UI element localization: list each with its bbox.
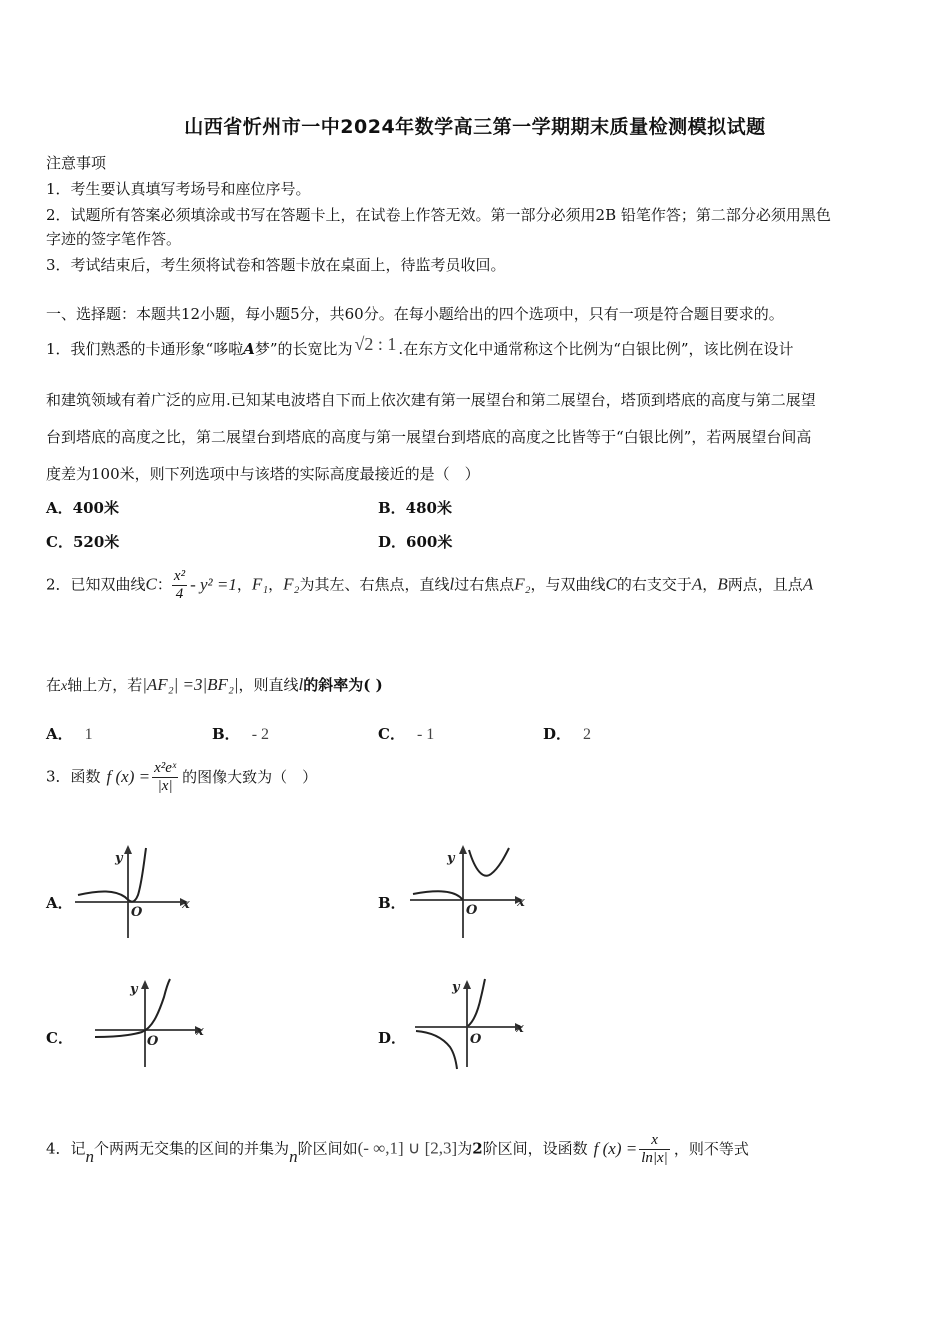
page-title: 山西省忻州市一中2024年数学高三第一学期期末质量检测模拟试题 [184,116,766,138]
q2-text: ，与双曲线 [530,575,606,594]
q2-text: 过右焦点 [454,575,515,594]
notice-item: 字迹的签字笔作答。 [46,230,182,248]
axis-x-label: x [517,895,525,910]
q2-math: F₂ [283,574,300,594]
q2-text: 两点，且点 [727,575,803,594]
q2-math: - y² =1 [190,574,237,594]
notice-item: 1．考生要认真填写考场号和座位序号。 [46,180,311,198]
graph-c [90,975,220,1075]
graph-a [70,840,200,945]
q3-math: f (x) = [106,766,151,786]
q1-option-c[interactable]: C．520米 [46,533,120,551]
q4-fraction-den: ln|x| [641,1150,668,1166]
q2-option-b[interactable] [212,723,269,744]
q1-letter: A [243,340,255,358]
notice-item: 3．考试结束后，考生须将试卷和答题卡放在桌面上，待监考员收回。 [46,256,506,274]
q2-fraction-den: 4 [175,586,184,602]
notice-heading: 注意事项 [46,154,107,172]
curve-right [469,848,509,876]
q2-math: x [61,679,68,694]
y-axis-arrow [459,845,467,854]
q2-math: B [717,574,728,594]
q4-math: n [85,1146,95,1166]
option-label: C． [378,725,405,743]
q2-option-c[interactable] [378,723,434,744]
q2-text: 的斜率为( ) [303,676,383,694]
q3-option-a[interactable]: A． [46,894,73,912]
q4-text: 阶区间，设函数 [482,1139,588,1158]
question-1-line: 和建筑领域有着广泛的应用.已知某电波塔自下而上依次建有第一展望台和第二展望台，塔顶到塔底的高度与第二展望 [46,391,816,409]
q1-option-a[interactable]: A．400米 [46,499,119,517]
axis-x-label: x [196,1024,204,1039]
q2-option-a[interactable] [46,723,93,744]
q3-text: 3．函数 [46,767,101,786]
graph-b [405,840,535,945]
q2-math: A [691,574,703,594]
curve-right [468,979,485,1026]
q4-fraction-num: x [639,1132,670,1150]
q3-option-b[interactable]: B． [378,894,406,912]
q1-option-b[interactable]: B．480米 [378,499,452,517]
axis-x-label: x [516,1021,524,1036]
origin-label: O [466,903,478,918]
q2-text: ： [156,575,172,594]
graph-d [410,975,540,1075]
origin-label: O [470,1032,482,1047]
q2-text: 轴上方，若 [67,676,143,694]
q2-text: 为其左、右焦点，直线 [299,575,450,594]
q1-text: 1．我们熟悉的卡通形象“哆啦 [46,340,244,358]
question-2-line [46,568,813,603]
q2-math: l [298,675,304,694]
q2-condition: |AF₂| =3|BF₂| [142,675,239,694]
axis-y-label: y [447,851,455,866]
q2-text: ， [702,575,718,594]
q3-fraction-den: |x| [157,778,173,794]
y-axis-arrow [141,980,149,989]
q2-option-d[interactable] [543,723,591,744]
origin-label: O [131,905,143,920]
question-1-line [46,334,794,359]
q2-text: ， [268,575,284,594]
q4-text: 4．记 [46,1139,86,1158]
q3-option-c[interactable]: C． [46,1029,73,1047]
q2-text: ， [236,575,252,594]
q3-text: 的图像大致为（ ） [182,767,318,786]
axis-y-label: y [452,980,460,995]
q3-fraction [152,760,178,795]
question-1-line: 台到塔底的高度之比，第二展望台到塔底的高度与第一展望台到塔底的高度之比皆等于“白银比例”，若两展望台间高 [46,428,812,446]
axis-y-label: y [130,982,138,997]
q2-fraction-num: x² [173,568,186,584]
q4-math: f (x) = [593,1138,638,1158]
option-label: D． [543,725,572,743]
option-value: 2 [583,726,592,743]
origin-label: O [147,1034,159,1049]
curve [78,848,146,902]
question-4-line [46,1132,749,1167]
q2-text: ，则直线 [238,676,299,694]
q2-math: F₁ [251,574,269,594]
q2-math: C [605,574,617,594]
q4-text: 个两两无交集的区间的并集为 [94,1139,290,1158]
option-value: - 1 [416,726,435,743]
option-label: A． [46,725,73,743]
axis-y-label: y [115,851,123,866]
question-1-line: 度差为100米，则下列选项中与该塔的实际高度最接近的是（ ） [46,465,480,483]
q2-math: F₂ [514,574,531,594]
q4-text: 2 [472,1139,483,1158]
option-value: - 2 [251,726,270,743]
q4-text: 为 [457,1139,473,1158]
question-2-line [46,674,383,695]
q2-fraction [172,568,187,603]
section-heading: 一、选择题：本题共12小题，每小题5分，共60分。在每小题给出的四个选项中，只有一项是符合题目要求的。 [46,305,784,323]
question-3-line [46,760,317,795]
q1-text: .在东方文化中通常称这个比例为“白银比例”，该比例在设计 [398,340,794,358]
y-axis-arrow [124,845,132,854]
axis-x-label: x [182,897,190,912]
q2-text: 的右支交于 [616,575,692,594]
q4-text: 阶区间如 [297,1139,358,1158]
q4-fraction [639,1132,670,1167]
q2-math: A [802,574,814,594]
curve-left [416,1031,457,1069]
q3-fraction-num: x²eˣ [154,760,177,776]
q2-math: C [145,574,157,594]
option-value: 1 [84,726,93,743]
q1-ratio: √2 : 1 [354,334,397,354]
q2-math: l [449,574,455,594]
q2-text: 2．已知双曲线 [46,575,146,594]
notice-item: 2．试题所有答案必须填涂或书写在答题卡上，在试卷上作答无效。第一部分必须用2B 铅笔作答；第二部分必须用黑色 [46,206,831,224]
curve-left [413,891,463,900]
q3-option-d[interactable]: D． [378,1029,407,1047]
q1-option-d[interactable]: D．600米 [378,533,453,551]
q4-interval: (- ∞,1] ∪ [2,3] [357,1138,458,1158]
option-label: B． [212,725,240,743]
q4-text: ，则不等式 [673,1139,749,1158]
q1-text: 梦”的长宽比为 [254,340,353,358]
y-axis-arrow [463,980,471,989]
q2-text: 在 [46,676,62,694]
q4-math: n [289,1146,298,1166]
